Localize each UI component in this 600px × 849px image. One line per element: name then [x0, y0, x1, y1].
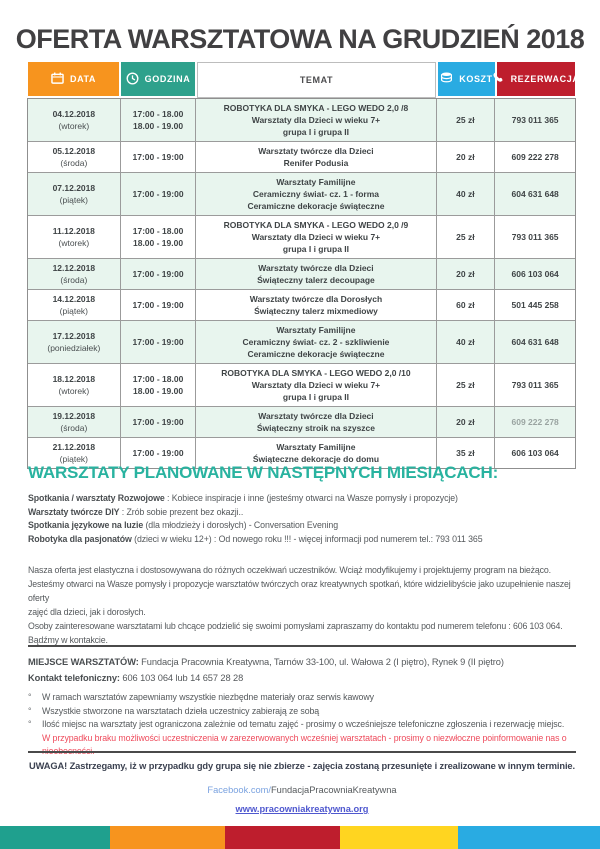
cell-time [121, 173, 197, 215]
planned-item [28, 519, 576, 533]
cell-topic [196, 407, 436, 437]
contact-label: Kontakt telefoniczny: [28, 673, 120, 683]
cell-topic [196, 321, 436, 363]
note-text: Wszystkie stworzone na warsztatach dzieła uczestnicy zabierają ze sobą [42, 705, 320, 716]
notes-list [28, 691, 576, 732]
cell-time [121, 259, 197, 289]
workshop-time: 17:00 - 19:00 [132, 152, 184, 162]
cell-phone [495, 290, 575, 320]
cell-cost [437, 142, 496, 172]
workshop-topic-line: grupa I i grupa II [282, 244, 350, 254]
about-text-line: zajęć dla dzieci, jak i dorosłych. [28, 607, 146, 617]
planned-item-lead: Warsztaty twórcze DIY [28, 506, 120, 517]
workshops-table [27, 62, 580, 469]
workshop-weekday: (piątek) [59, 306, 88, 316]
workshop-weekday: (środa) [60, 275, 88, 285]
workshop-date: 19.12.2018 [52, 411, 96, 421]
workshop-weekday: (poniedziałek) [47, 343, 101, 353]
cell-phone [495, 216, 575, 258]
workshop-cost: 40 zł [456, 189, 475, 199]
workshop-cost: 25 zł [456, 380, 475, 390]
workshop-date: 05.12.2018 [52, 146, 96, 156]
stripe-segment [0, 826, 110, 849]
table-row [28, 258, 575, 289]
stripe-segment [458, 826, 600, 849]
column-header-godzina [120, 62, 196, 98]
cell-phone [495, 173, 575, 215]
cell-phone [495, 259, 575, 289]
cell-cost [437, 364, 496, 406]
table-body [27, 98, 576, 469]
reservation-phone: 793 011 365 [511, 232, 559, 242]
venue-label: MIEJSCE WARSZTATÓW: [28, 657, 139, 667]
workshop-time: 17:00 - 18.00 [132, 374, 184, 384]
workshop-topic-line: Warsztaty Familijne [276, 325, 356, 335]
column-header-data [27, 62, 120, 98]
cell-time [121, 99, 197, 141]
note-bullet-marker: ° [28, 692, 32, 702]
section-planned-workshops [28, 463, 576, 546]
workshop-topic-line: Świąteczny stroik na szyszce [256, 423, 376, 433]
section-footer [28, 751, 576, 817]
workshop-time: 18.00 - 19.00 [132, 238, 184, 248]
workshop-topic-line: Warsztaty twórcze dla Dorosłych [249, 294, 383, 304]
planned-item-rest: (dla młodzieży i dorosłych) - Conversation Evening [143, 520, 338, 530]
workshop-weekday: (środa) [60, 158, 88, 168]
table-row [28, 98, 575, 141]
workshop-topic-line: grupa I i grupa II [282, 127, 350, 137]
workshop-topic-line: Warsztaty Familijne [276, 442, 356, 452]
workshop-topic-line: grupa I i grupa II [282, 392, 350, 402]
workshop-topic-line: Ceramiczny świat- cz. 1 - forma [252, 189, 380, 199]
workshop-time: 18.00 - 19.00 [132, 386, 184, 396]
workshop-topic-line: Warsztaty twórcze dla Dzieci [258, 411, 374, 421]
cell-date [28, 142, 121, 172]
cell-date [28, 364, 121, 406]
workshop-date: 18.12.2018 [52, 374, 96, 384]
workshop-cost: 60 zł [456, 300, 475, 310]
note-item [28, 718, 576, 732]
table-row [28, 289, 575, 320]
cell-time [121, 407, 197, 437]
table-row [28, 215, 575, 258]
workshop-topic-line: Ceramiczny świat- cz. 2 - szkliwienie [242, 337, 390, 347]
planned-item-rest: : Zrób sobie prezent bez okazji.. [119, 506, 244, 517]
contact-value: 606 103 064 lub 14 657 28 28 [119, 673, 244, 683]
footer-color-stripe [0, 826, 600, 849]
reservation-phone: 793 011 365 [511, 380, 559, 390]
workshop-time: 17:00 - 19:00 [132, 189, 184, 199]
workshop-date: 11.12.2018 [52, 226, 95, 236]
cell-phone [495, 99, 575, 141]
cell-cost [437, 99, 496, 141]
workshop-date: 17.12.2018 [52, 331, 96, 341]
cell-phone [495, 142, 575, 172]
workshop-topic-line: Warsztaty twórcze dla Dzieci [258, 146, 374, 156]
section-about-offer [28, 563, 576, 647]
planned-item-rest: (dzieci w wieku 12+) : Od nowego roku !!! - więcej informacji pod numerem tel.: 793 011 365 [131, 533, 483, 544]
cell-date [28, 259, 121, 289]
workshop-topic-line: Warsztaty dla Dzieci w wieku 7+ [251, 115, 381, 125]
cell-date [28, 173, 121, 215]
table-row [28, 172, 575, 215]
cell-time [121, 290, 197, 320]
facebook-link-prefix: Facebook.com/ [207, 785, 271, 795]
workshop-cost: 35 zł [456, 448, 475, 458]
cell-topic [196, 99, 436, 141]
cell-cost [437, 216, 496, 258]
workshop-time: 17:00 - 19:00 [132, 269, 184, 279]
reservation-phone: 606 103 064 [511, 269, 559, 279]
workshop-date: 21.12.2018 [52, 442, 96, 452]
reservation-phone: 606 103 064 [511, 448, 559, 458]
workshop-topic-line: Świąteczny talerz decoupage [257, 275, 375, 285]
facebook-link[interactable] [28, 785, 576, 795]
calendar-icon [51, 72, 64, 86]
cell-cost [437, 407, 496, 437]
workshop-cost: 40 zł [456, 337, 475, 347]
workshop-topic-line: Świąteczny talerz mixmediowy [254, 306, 378, 316]
workshop-time: 17:00 - 19:00 [132, 448, 184, 458]
about-text-line: Osoby zainteresowane warsztatami lub chcące podzielić się swoimi pomysłami zapraszamy do kontaktu pod numerem telefonu : 606 103 064. [28, 621, 563, 631]
workshop-cost: 25 zł [456, 115, 475, 125]
workshop-topic-line: Ceramiczne dekoracje świąteczne [247, 201, 385, 211]
column-header-label: REZERWACJA [510, 74, 580, 84]
cell-cost [437, 321, 496, 363]
workshop-time: 17:00 - 18.00 [132, 226, 184, 236]
note-text: Ilość miejsc na warsztaty jest ograniczona zależnie od tematu zajęć - prosimy o wcześniejsze telefoniczne zgłoszenia i rezerwację miejsc. [42, 719, 565, 729]
phone-icon [493, 72, 505, 86]
cell-cost [437, 173, 496, 215]
cell-date [28, 216, 121, 258]
facebook-link-name: FundacjaPracowniaKreatywna [270, 785, 397, 795]
note-text: W ramach warsztatów zapewniamy wszystkie niezbędne materiały oraz serwis kawowy [42, 692, 374, 702]
workshop-time: 17:00 - 18.00 [132, 109, 184, 119]
cell-time [121, 142, 197, 172]
coins-icon [440, 72, 453, 86]
planned-item-lead: Spotkania / warsztaty Rozwojowe [28, 493, 165, 503]
workshop-topic-line: ROBOTYKA DLA SMYKA - LEGO WEDO 2,0 /9 [223, 220, 409, 230]
workshop-weekday: (wtorek) [58, 238, 90, 248]
group-warning-text: UWAGA! Zastrzegamy, iż w przypadku gdy grupa się nie zbierze - zajęcia zostaną przesunięte i zrealizowane w innym terminie. [28, 761, 575, 771]
cell-date [28, 99, 121, 141]
workshop-date: 12.12.2018 [52, 263, 96, 273]
column-header-rezerwacja [496, 62, 580, 98]
cell-topic [196, 259, 436, 289]
planned-item-rest: : Kobiece inspiracje i inne (jesteśmy otwarci na Wasze pomysły i propozycje) [164, 493, 458, 503]
cell-time [121, 321, 197, 363]
column-header-temat [196, 62, 437, 98]
note-bullet-marker: ° [28, 705, 32, 716]
cell-cost [437, 290, 496, 320]
workshop-time: 18.00 - 19.00 [132, 121, 184, 131]
workshop-weekday: (wtorek) [58, 121, 90, 131]
planned-item [28, 506, 576, 520]
contact-line [28, 670, 576, 686]
cell-date [28, 407, 121, 437]
absence-warning-text: W przypadku braku możliwości uczestniczenia w zarezerwowanych wcześniej warsztatach - prosimy o niezwłoczne poinformowanie nas o nieobecności. [42, 732, 567, 756]
cell-date [28, 290, 121, 320]
workshop-weekday: (wtorek) [58, 386, 90, 396]
table-header-row [27, 62, 580, 98]
page-title: OFERTA WARSZTATOWA NA GRUDZIEŃ 2018 [15, 24, 585, 54]
reservation-phone: 604 631 648 [511, 337, 559, 347]
workshop-time: 17:00 - 19:00 [132, 337, 184, 347]
workshop-topic-line: Warsztaty Familijne [276, 177, 356, 187]
workshop-topic-line: Świąteczne dekoracje do domu [252, 454, 380, 464]
table-row [28, 141, 575, 172]
workshop-cost: 20 zł [456, 269, 475, 279]
table-row [28, 406, 575, 437]
workshop-topic-line: ROBOTYKA DLA SMYKA - LEGO WEDO 2,0 /10 [221, 368, 411, 378]
venue-value: Fundacja Pracownia Kreatywna, Tarnów 33-100, ul. Wałowa 2 (I piętro), Rynek 9 (II piętro) [138, 657, 504, 667]
about-text-line: Jesteśmy otwarci na Wasze pomysły i propozycje warsztatów twórczych oraz kreatywnych spotkań, które widzielibyście jako uzupełnienie naszej oferty [28, 579, 571, 603]
workshop-date: 04.12.2018 [52, 109, 96, 119]
cell-topic [196, 142, 436, 172]
workshop-date: 07.12.2018 [52, 183, 96, 193]
reservation-phone: 793 011 365 [511, 115, 559, 125]
about-text-line: Nasza oferta jest elastyczna i dostosowywana do różnych oczekiwań uczestników. Wciąż modyfikujemy i projektujemy program na bieżąco. [28, 565, 551, 575]
planned-item [28, 492, 576, 506]
workshop-time: 17:00 - 19:00 [132, 417, 184, 427]
column-header-label: KOSZT [459, 74, 493, 84]
workshop-date: 14.12.2018 [52, 294, 96, 304]
cell-topic [196, 364, 436, 406]
cell-time [121, 216, 197, 258]
workshop-topic-line: Warsztaty dla Dzieci w wieku 7+ [251, 380, 381, 390]
stripe-segment [225, 826, 340, 849]
workshop-weekday: (piątek) [59, 195, 88, 205]
workshop-cost: 25 zł [456, 232, 475, 242]
column-header-label: TEMAT [299, 75, 334, 85]
planned-list [28, 492, 576, 546]
workshop-topic-line: Warsztaty twórcze dla Dzieci [258, 263, 374, 273]
cell-cost [437, 259, 496, 289]
section-heading-planned: WARSZTATY PLANOWANE W NASTĘPNYCH MIESIĄCACH: [28, 463, 499, 482]
cell-topic [196, 216, 436, 258]
cell-phone [495, 364, 575, 406]
planned-item-lead: Robotyka dla pasjonatów [28, 533, 132, 544]
about-text-line: Bądźmy w kontakcie. [28, 635, 108, 645]
workshop-time: 17:00 - 19:00 [132, 300, 184, 310]
cell-topic [196, 290, 436, 320]
section-venue-info [28, 645, 576, 759]
stripe-segment [340, 826, 458, 849]
table-row [28, 363, 575, 406]
workshop-topic-line: Warsztaty dla Dzieci w wieku 7+ [251, 232, 381, 242]
cell-date [28, 321, 121, 363]
cell-phone [495, 321, 575, 363]
planned-item [28, 533, 576, 547]
table-row [28, 320, 575, 363]
cell-time [121, 364, 197, 406]
workshop-topic-line: Ceramiczne dekoracje świąteczne [247, 349, 385, 359]
note-item [28, 691, 576, 705]
website-link[interactable]: www.pracowniakreatywna.org [235, 804, 369, 814]
reservation-phone: 609 222 278 [511, 417, 559, 427]
cell-phone [495, 407, 575, 437]
venue-line [28, 654, 576, 670]
reservation-phone: 609 222 278 [511, 152, 559, 162]
workshop-weekday: (piątek) [59, 454, 88, 464]
workshop-topic-line: ROBOTYKA DLA SMYKA - LEGO WEDO 2,0 /8 [223, 103, 409, 113]
column-header-label: GODZINA [144, 74, 191, 84]
planned-item-lead: Spotkania językowe na luzie [28, 520, 144, 530]
workshop-topic-line: Renifer Podusia [283, 158, 349, 168]
workshop-cost: 20 zł [456, 152, 475, 162]
column-header-label: DATA [69, 74, 97, 84]
workshop-weekday: (środa) [60, 423, 88, 433]
workshop-cost: 20 zł [456, 417, 475, 427]
reservation-phone: 604 631 648 [511, 189, 559, 199]
note-item [28, 705, 576, 719]
cell-topic [196, 173, 436, 215]
clock-icon [126, 72, 139, 87]
reservation-phone: 501 445 258 [511, 300, 559, 310]
note-bullet-marker: ° [28, 719, 32, 729]
stripe-segment [110, 826, 225, 849]
column-header-koszt [437, 62, 496, 98]
